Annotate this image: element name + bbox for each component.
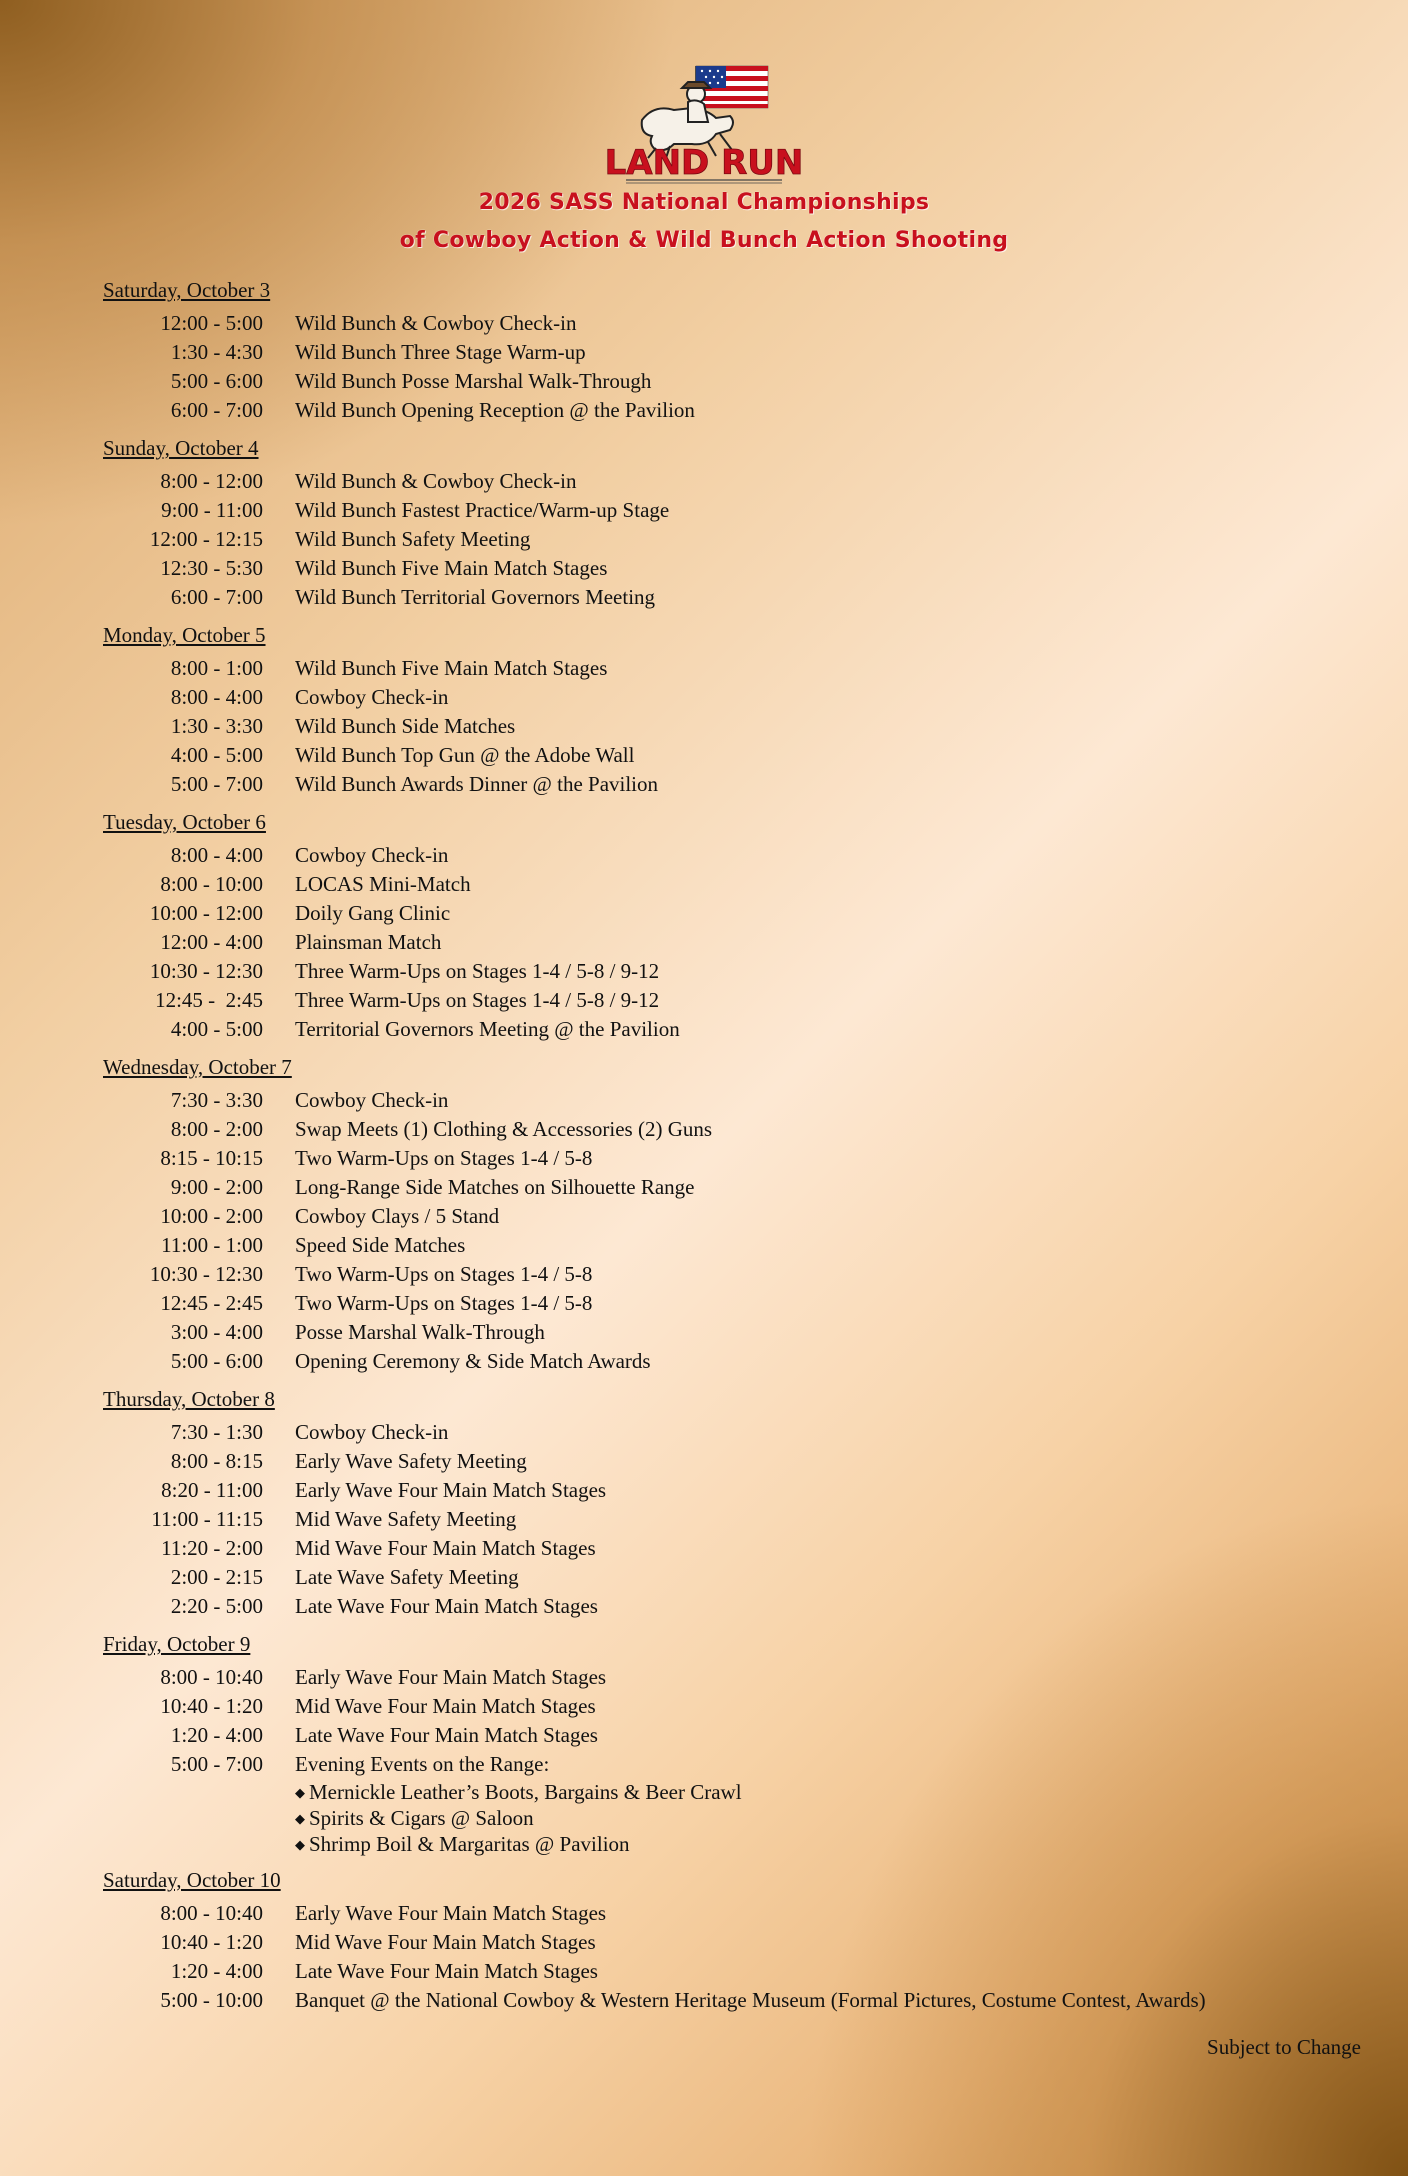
event-description: Wild Bunch Awards Dinner @ the Pavilion [295, 772, 659, 796]
event-row [103, 741, 1383, 770]
event-description: Territorial Governors Meeting @ the Pavilion [295, 1017, 680, 1041]
event-description: Late Wave Four Main Match Stages [295, 1594, 598, 1618]
event-row [103, 583, 1383, 612]
event-row [103, 1231, 1383, 1260]
event-description: Wild Bunch Posse Marshal Walk-Through [295, 369, 652, 393]
event-description: Doily Gang Clinic [295, 901, 451, 925]
event-time: 8:00 - 8:15 [170, 1449, 263, 1473]
event-row [103, 1663, 1383, 1692]
list-item [295, 1779, 1383, 1805]
page-header [0, 60, 1408, 260]
event-time: 8:00 - 10:40 [160, 1665, 263, 1689]
event-description: Early Wave Safety Meeting [295, 1449, 527, 1473]
event-time: 8:20 - 11:00 [161, 1478, 263, 1502]
event-description: Opening Ceremony & Side Match Awards [295, 1349, 651, 1373]
event-description: Two Warm-Ups on Stages 1-4 / 5-8 [295, 1262, 593, 1286]
event-description: Wild Bunch Top Gun @ the Adobe Wall [295, 743, 635, 767]
event-description: Wild Bunch Side Matches [295, 714, 516, 738]
event-time: 5:00 - 10:00 [160, 1988, 263, 2012]
event-description: Wild Bunch Fastest Practice/Warm-up Stage [295, 498, 670, 522]
event-time: 1:30 - 3:30 [170, 714, 263, 738]
event-description: Early Wave Four Main Match Stages [295, 1901, 607, 1925]
event-description: Cowboy Check-in [295, 1420, 449, 1444]
event-time: 1:20 - 4:00 [170, 1723, 263, 1747]
event-description: Mid Wave Four Main Match Stages [295, 1694, 596, 1718]
event-time: 2:20 - 5:00 [170, 1594, 263, 1618]
event-time: 12:00 - 5:00 [160, 311, 263, 335]
event-row [103, 1173, 1383, 1202]
event-description: Early Wave Four Main Match Stages [295, 1478, 607, 1502]
event-row [103, 712, 1383, 741]
event-time: 3:00 - 4:00 [170, 1320, 263, 1344]
event-description: Late Wave Four Main Match Stages [295, 1723, 598, 1747]
event-description: Cowboy Check-in [295, 685, 449, 709]
event-row [103, 654, 1383, 683]
event-description: Wild Bunch & Cowboy Check-in [295, 311, 577, 335]
event-time: 11:00 - 1:00 [161, 1233, 263, 1257]
event-description: Posse Marshal Walk-Through [295, 1320, 545, 1344]
event-time: 12:00 - 4:00 [160, 930, 263, 954]
event-row [103, 1928, 1383, 1957]
event-time: 8:00 - 4:00 [170, 685, 263, 709]
event-row [103, 928, 1383, 957]
svg-text:LAND RUN: LAND RUN [604, 143, 804, 183]
event-time: 7:30 - 3:30 [170, 1088, 263, 1112]
event-description: Mid Wave Safety Meeting [295, 1507, 517, 1531]
event-description: LOCAS Mini-Match [295, 872, 471, 896]
day-events [103, 1418, 1383, 1621]
day-header: Tuesday, October 6 [103, 810, 266, 834]
land-run-logo [604, 60, 804, 184]
event-row [103, 1015, 1383, 1044]
event-time: 10:40 - 1:20 [160, 1930, 263, 1954]
day-header: Friday, October 9 [103, 1632, 251, 1656]
day-header: Saturday, October 10 [103, 1868, 281, 1892]
list-item [295, 1831, 1383, 1857]
event-description: Speed Side Matches [295, 1233, 466, 1257]
list-item-text: Spirits & Cigars @ Saloon [309, 1806, 534, 1830]
event-time: 9:00 - 2:00 [170, 1175, 263, 1199]
event-subtitle: of Cowboy Action & Wild Bunch Action Shooting [399, 228, 1009, 253]
event-row [103, 1347, 1383, 1376]
event-description: Plainsman Match [295, 930, 442, 954]
event-time: 10:40 - 1:20 [160, 1694, 263, 1718]
event-time: 8:00 - 4:00 [170, 843, 263, 867]
event-row [103, 1986, 1383, 2015]
event-row [103, 870, 1383, 899]
event-time: 1:20 - 4:00 [170, 1959, 263, 1983]
day-header: Monday, October 5 [103, 623, 266, 647]
event-title: 2026 SASS National Championships [478, 190, 930, 215]
event-description: Wild Bunch Five Main Match Stages [295, 556, 608, 580]
event-row [103, 899, 1383, 928]
event-description: Early Wave Four Main Match Stages [295, 1665, 607, 1689]
event-description: Three Warm-Ups on Stages 1-4 / 5-8 / 9-12 [295, 988, 660, 1012]
event-row [103, 1957, 1383, 1986]
list-item-text: Mernickle Leather’s Boots, Bargains & Beer Crawl [309, 1780, 742, 1804]
event-row [103, 496, 1383, 525]
event-description: Banquet @ the National Cowboy & Western Heritage Museum (Formal Pictures, Costume Contest, Awards) [295, 1988, 1206, 2012]
event-row [103, 1447, 1383, 1476]
day-header: Thursday, October 8 [103, 1387, 275, 1411]
event-description: Wild Bunch Three Stage Warm-up [295, 340, 586, 364]
day-header: Saturday, October 3 [103, 278, 271, 302]
event-time: 7:30 - 1:30 [170, 1420, 263, 1444]
event-time: 5:00 - 7:00 [170, 772, 263, 796]
event-row [103, 1260, 1383, 1289]
event-time: 9:00 - 11:00 [161, 498, 263, 522]
event-time: 8:00 - 10:40 [160, 1901, 263, 1925]
event-row [103, 367, 1383, 396]
event-row [103, 1592, 1383, 1621]
day-events [103, 467, 1383, 612]
event-description: Cowboy Check-in [295, 843, 449, 867]
event-time: 10:00 - 2:00 [160, 1204, 263, 1228]
event-row [103, 338, 1383, 367]
event-description: Wild Bunch Safety Meeting [295, 527, 531, 551]
event-row [103, 1289, 1383, 1318]
event-row [103, 1202, 1383, 1231]
event-description: Late Wave Safety Meeting [295, 1565, 519, 1589]
event-row [103, 467, 1383, 496]
event-row [103, 1115, 1383, 1144]
event-description: Three Warm-Ups on Stages 1-4 / 5-8 / 9-12 [295, 959, 660, 983]
event-row [103, 396, 1383, 425]
event-time: 11:20 - 2:00 [161, 1536, 263, 1560]
list-item [295, 1805, 1383, 1831]
event-row [103, 1476, 1383, 1505]
event-time: 10:30 - 12:30 [149, 1262, 263, 1286]
event-description: Wild Bunch Five Main Match Stages [295, 656, 608, 680]
event-description: Mid Wave Four Main Match Stages [295, 1930, 596, 1954]
diamond-bullet-icon: ◆ [295, 1837, 305, 1852]
diamond-bullet-icon: ◆ [295, 1785, 305, 1800]
event-row [103, 1899, 1383, 1928]
event-row [103, 1318, 1383, 1347]
day-events [103, 1086, 1383, 1376]
event-time: 5:00 - 7:00 [170, 1752, 263, 1776]
event-description: Two Warm-Ups on Stages 1-4 / 5-8 [295, 1291, 593, 1315]
event-description: Long-Range Side Matches on Silhouette Range [295, 1175, 695, 1199]
event-row [103, 957, 1383, 986]
event-row [103, 525, 1383, 554]
day-events [103, 1663, 1383, 1857]
list-item-text: Shrimp Boil & Margaritas @ Pavilion [309, 1832, 630, 1856]
diamond-bullet-icon: ◆ [295, 1811, 305, 1826]
event-row [103, 1721, 1383, 1750]
event-time: 5:00 - 6:00 [170, 1349, 263, 1373]
event-row [103, 1505, 1383, 1534]
event-time: 4:00 - 5:00 [170, 1017, 263, 1041]
event-time: 12:45 - 2:45 [155, 988, 263, 1012]
event-time: 8:15 - 10:15 [160, 1146, 263, 1170]
event-description: Swap Meets (1) Clothing & Accessories (2) Guns [295, 1117, 713, 1141]
event-row [103, 1563, 1383, 1592]
day-header: Sunday, October 4 [103, 436, 259, 460]
event-time: 8:00 - 12:00 [160, 469, 263, 493]
event-row [103, 1534, 1383, 1563]
event-time: 12:45 - 2:45 [160, 1291, 263, 1315]
event-row [103, 770, 1383, 799]
event-description: Two Warm-Ups on Stages 1-4 / 5-8 [295, 1146, 593, 1170]
event-row [103, 1750, 1383, 1779]
day-events [103, 309, 1383, 425]
event-time: 8:00 - 1:00 [170, 656, 263, 680]
event-row [103, 1144, 1383, 1173]
event-time: 2:00 - 2:15 [170, 1565, 263, 1589]
event-row [103, 554, 1383, 583]
event-time: 8:00 - 2:00 [170, 1117, 263, 1141]
event-row [103, 1086, 1383, 1115]
event-row [103, 986, 1383, 1015]
event-time: 1:30 - 4:30 [170, 340, 263, 364]
event-description: Cowboy Clays / 5 Stand [295, 1204, 500, 1228]
day-events [103, 654, 1383, 799]
event-description: Cowboy Check-in [295, 1088, 449, 1112]
event-time: 4:00 - 5:00 [170, 743, 263, 767]
event-time: 5:00 - 6:00 [170, 369, 263, 393]
event-row [103, 1692, 1383, 1721]
event-description: Late Wave Four Main Match Stages [295, 1959, 598, 1983]
event-description: Mid Wave Four Main Match Stages [295, 1536, 596, 1560]
day-header: Wednesday, October 7 [103, 1055, 292, 1079]
event-time: 11:00 - 11:15 [151, 1507, 263, 1531]
event-time: 8:00 - 10:00 [160, 872, 263, 896]
event-time: 6:00 - 7:00 [170, 585, 263, 609]
event-description: Wild Bunch Territorial Governors Meeting [295, 585, 656, 609]
event-row [103, 683, 1383, 712]
event-description: Wild Bunch Opening Reception @ the Pavilion [295, 398, 695, 422]
event-description: Wild Bunch & Cowboy Check-in [295, 469, 577, 493]
event-time: 10:00 - 12:00 [149, 901, 263, 925]
event-row [103, 1418, 1383, 1447]
day-events [103, 841, 1383, 1044]
event-time: 12:00 - 12:15 [149, 527, 263, 551]
event-row [103, 841, 1383, 870]
subject-to-change-note: Subject to Change [1207, 2035, 1361, 2059]
event-time: 12:30 - 5:30 [160, 556, 263, 580]
day-events [103, 1899, 1383, 2015]
event-description: Evening Events on the Range: [295, 1752, 550, 1776]
event-row [103, 309, 1383, 338]
schedule [103, 276, 1383, 2015]
event-time: 6:00 - 7:00 [170, 398, 263, 422]
event-time: 10:30 - 12:30 [149, 959, 263, 983]
evening-events-list [103, 1779, 1383, 1857]
